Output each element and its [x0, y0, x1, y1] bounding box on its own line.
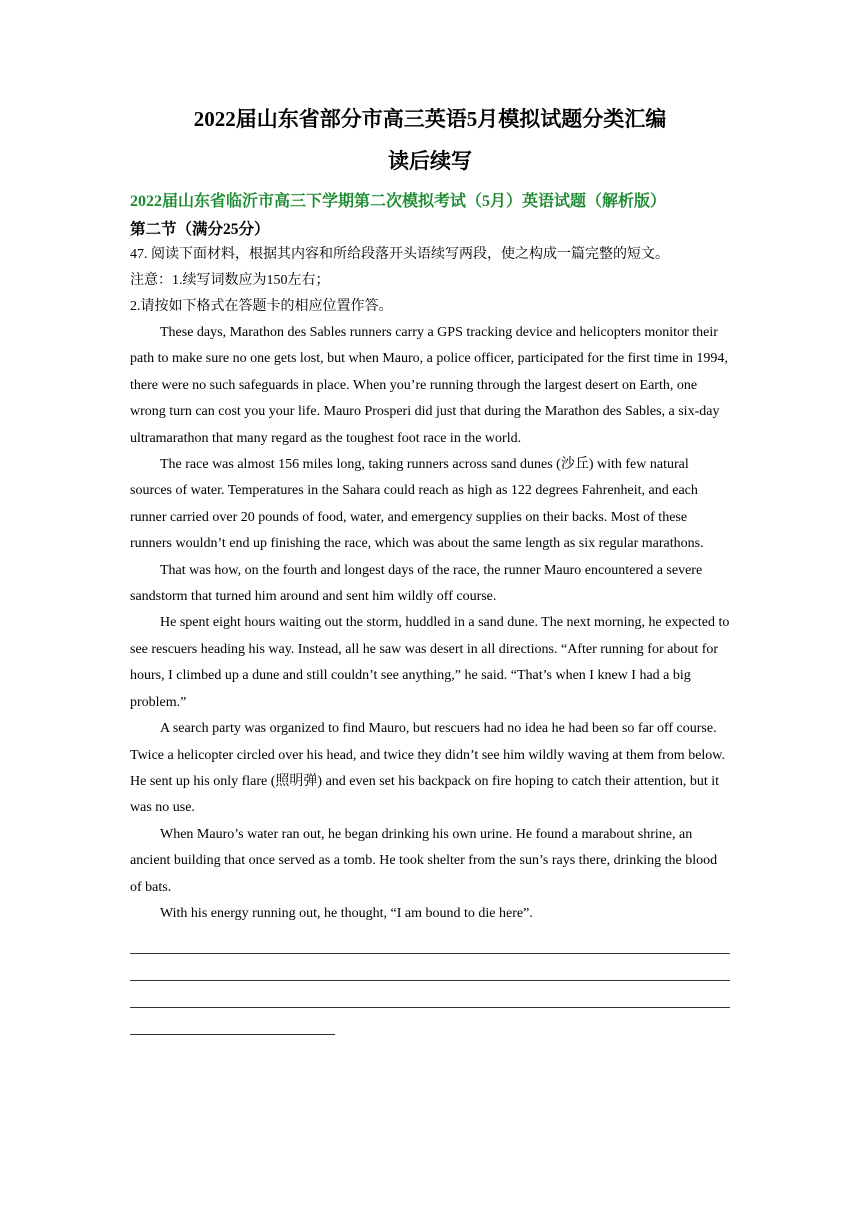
passage-paragraph: With his energy running out, he thought, “I am bound to die here”. — [160, 905, 533, 921]
document-title: 2022届山东省部分市高三英语5月模拟试题分类汇编 — [193, 107, 667, 131]
passage-paragraph: That was how, on the fourth and longest days of the race, the runner Mauro encountered a severe sandstorm that turned him around and sent him wildly off course. — [130, 562, 703, 605]
answer-lines — [130, 927, 730, 1035]
instruction-note-1: 注意：1.续写词数应为150左右； — [130, 273, 330, 288]
answer-line — [130, 981, 730, 1008]
passage-paragraph: He spent eight hours waiting out the storm, huddled in a sand dune. The next morning, he expected to see rescuers heading his way. Instead, all he saw was desert in all directions. “After running for about for hours, I climbed up a dune and still couldn’t see anything,” he said. “That’s when I knew I had a big problem.” — [130, 615, 730, 710]
answer-line — [130, 927, 730, 954]
section-heading: 第二节（满分25分） — [130, 221, 270, 238]
passage-paragraph: A search party was organized to find Mauro, but rescuers had no idea he had been so far off course. Twice a helicopter circled over his head, and twice they didn’t see him wildly waving at them from below. He sent up his only flare (照明弹) and even set his backpack on fire hoping to catch their attention, but it was no use. — [130, 721, 725, 816]
answer-line — [130, 954, 730, 981]
passage-paragraph: The race was almost 156 miles long, taking runners across sand dunes (沙丘) with few natural sources of water. Temperatures in the Sahara could reach as high as 122 degrees Fahrenheit, and each runner carried over 20 pounds of food, water, and emergency supplies on their backs. Most of these runners wouldn’t end up finishing the race, which was about the same length as six regular marathons. — [130, 457, 704, 552]
passage-paragraph: These days, Marathon des Sables runners carry a GPS tracking device and helicopters monitor their path to make sure no one gets lost, but when Mauro, a police officer, participated for the first time in 1994, there were no such safeguards in place. When you’re running through the largest desert on Earth, one wrong turn can cost you your life. Mauro Prosperi did just that during the Marathon des Sables, a six-day ultramarathon that many regard as the toughest foot race in the world. — [130, 325, 728, 446]
answer-line — [130, 1008, 335, 1035]
source-heading: 2022届山东省临沂市高三下学期第二次模拟考试（5月）英语试题（解析版） — [130, 193, 667, 210]
passage-paragraph: When Mauro’s water ran out, he began drinking his own urine. He found a marabout shrine, an ancient building that once served as a tomb. He took shelter from the sun’s rays there, drinking the blood of bats. — [130, 826, 718, 895]
instruction-question: 47. 阅读下面材料，根据其内容和所给段落开头语续写两段，使之构成一篇完整的短文。 — [130, 247, 669, 262]
instruction-note-2: 2.请按如下格式在答题卡的相应位置作答。 — [130, 299, 393, 314]
document-subtitle: 读后续写 — [388, 149, 472, 173]
